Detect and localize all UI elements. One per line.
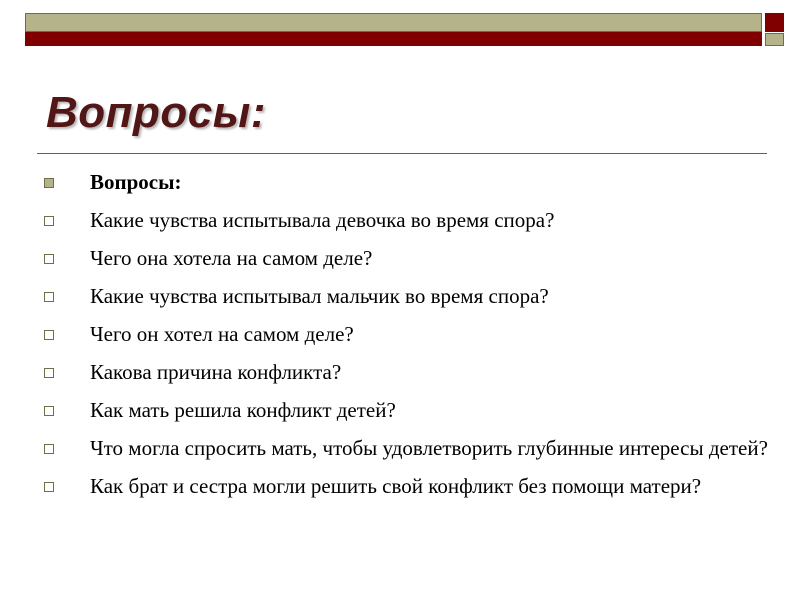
header-bar-olive: [25, 13, 762, 32]
corner-square-olive: [765, 33, 784, 46]
slide-title: Вопросы:: [46, 88, 266, 137]
bullet-text: Какие чувства испытывала девочка во время спора?: [90, 208, 555, 232]
corner-square-maroon: [765, 13, 784, 32]
title-divider: [37, 153, 767, 154]
bullet-item: [40, 396, 780, 424]
bullet-text: Чего она хотела на самом деле?: [90, 246, 373, 270]
bullet-item: [40, 168, 780, 196]
bullet-text: Как мать решила конфликт детей?: [90, 398, 396, 422]
square-bullet-icon: [44, 292, 54, 302]
bullet-text: Чего он хотел на самом деле?: [90, 322, 354, 346]
square-bullet-icon: [44, 482, 54, 492]
square-bullet-icon: [44, 216, 54, 226]
header-bar-maroon: [25, 32, 762, 46]
bullet-text: Что могла спросить мать, чтобы удовлетворить глубинные интересы детей?: [90, 436, 768, 460]
bullet-item: [40, 320, 780, 348]
square-bullet-icon: [44, 444, 54, 454]
bullet-text: Как брат и сестра могли решить свой конфликт без помощи матери?: [90, 474, 702, 498]
bullet-list: [40, 168, 780, 510]
bullet-item: [40, 358, 780, 386]
bullet-item: [40, 282, 780, 310]
bullet-text: Какова причина конфликта?: [90, 360, 342, 384]
bullet-item: [40, 206, 780, 234]
square-bullet-icon: [44, 254, 54, 264]
square-bullet-icon: [44, 368, 54, 378]
bullet-item: [40, 472, 780, 500]
bullet-text: Вопросы:: [90, 170, 182, 194]
bullet-text: Какие чувства испытывал мальчик во время спора?: [90, 284, 549, 308]
square-bullet-icon: [44, 178, 54, 188]
bullet-item: [40, 244, 780, 272]
square-bullet-icon: [44, 406, 54, 416]
square-bullet-icon: [44, 330, 54, 340]
bullet-item: [40, 434, 780, 462]
